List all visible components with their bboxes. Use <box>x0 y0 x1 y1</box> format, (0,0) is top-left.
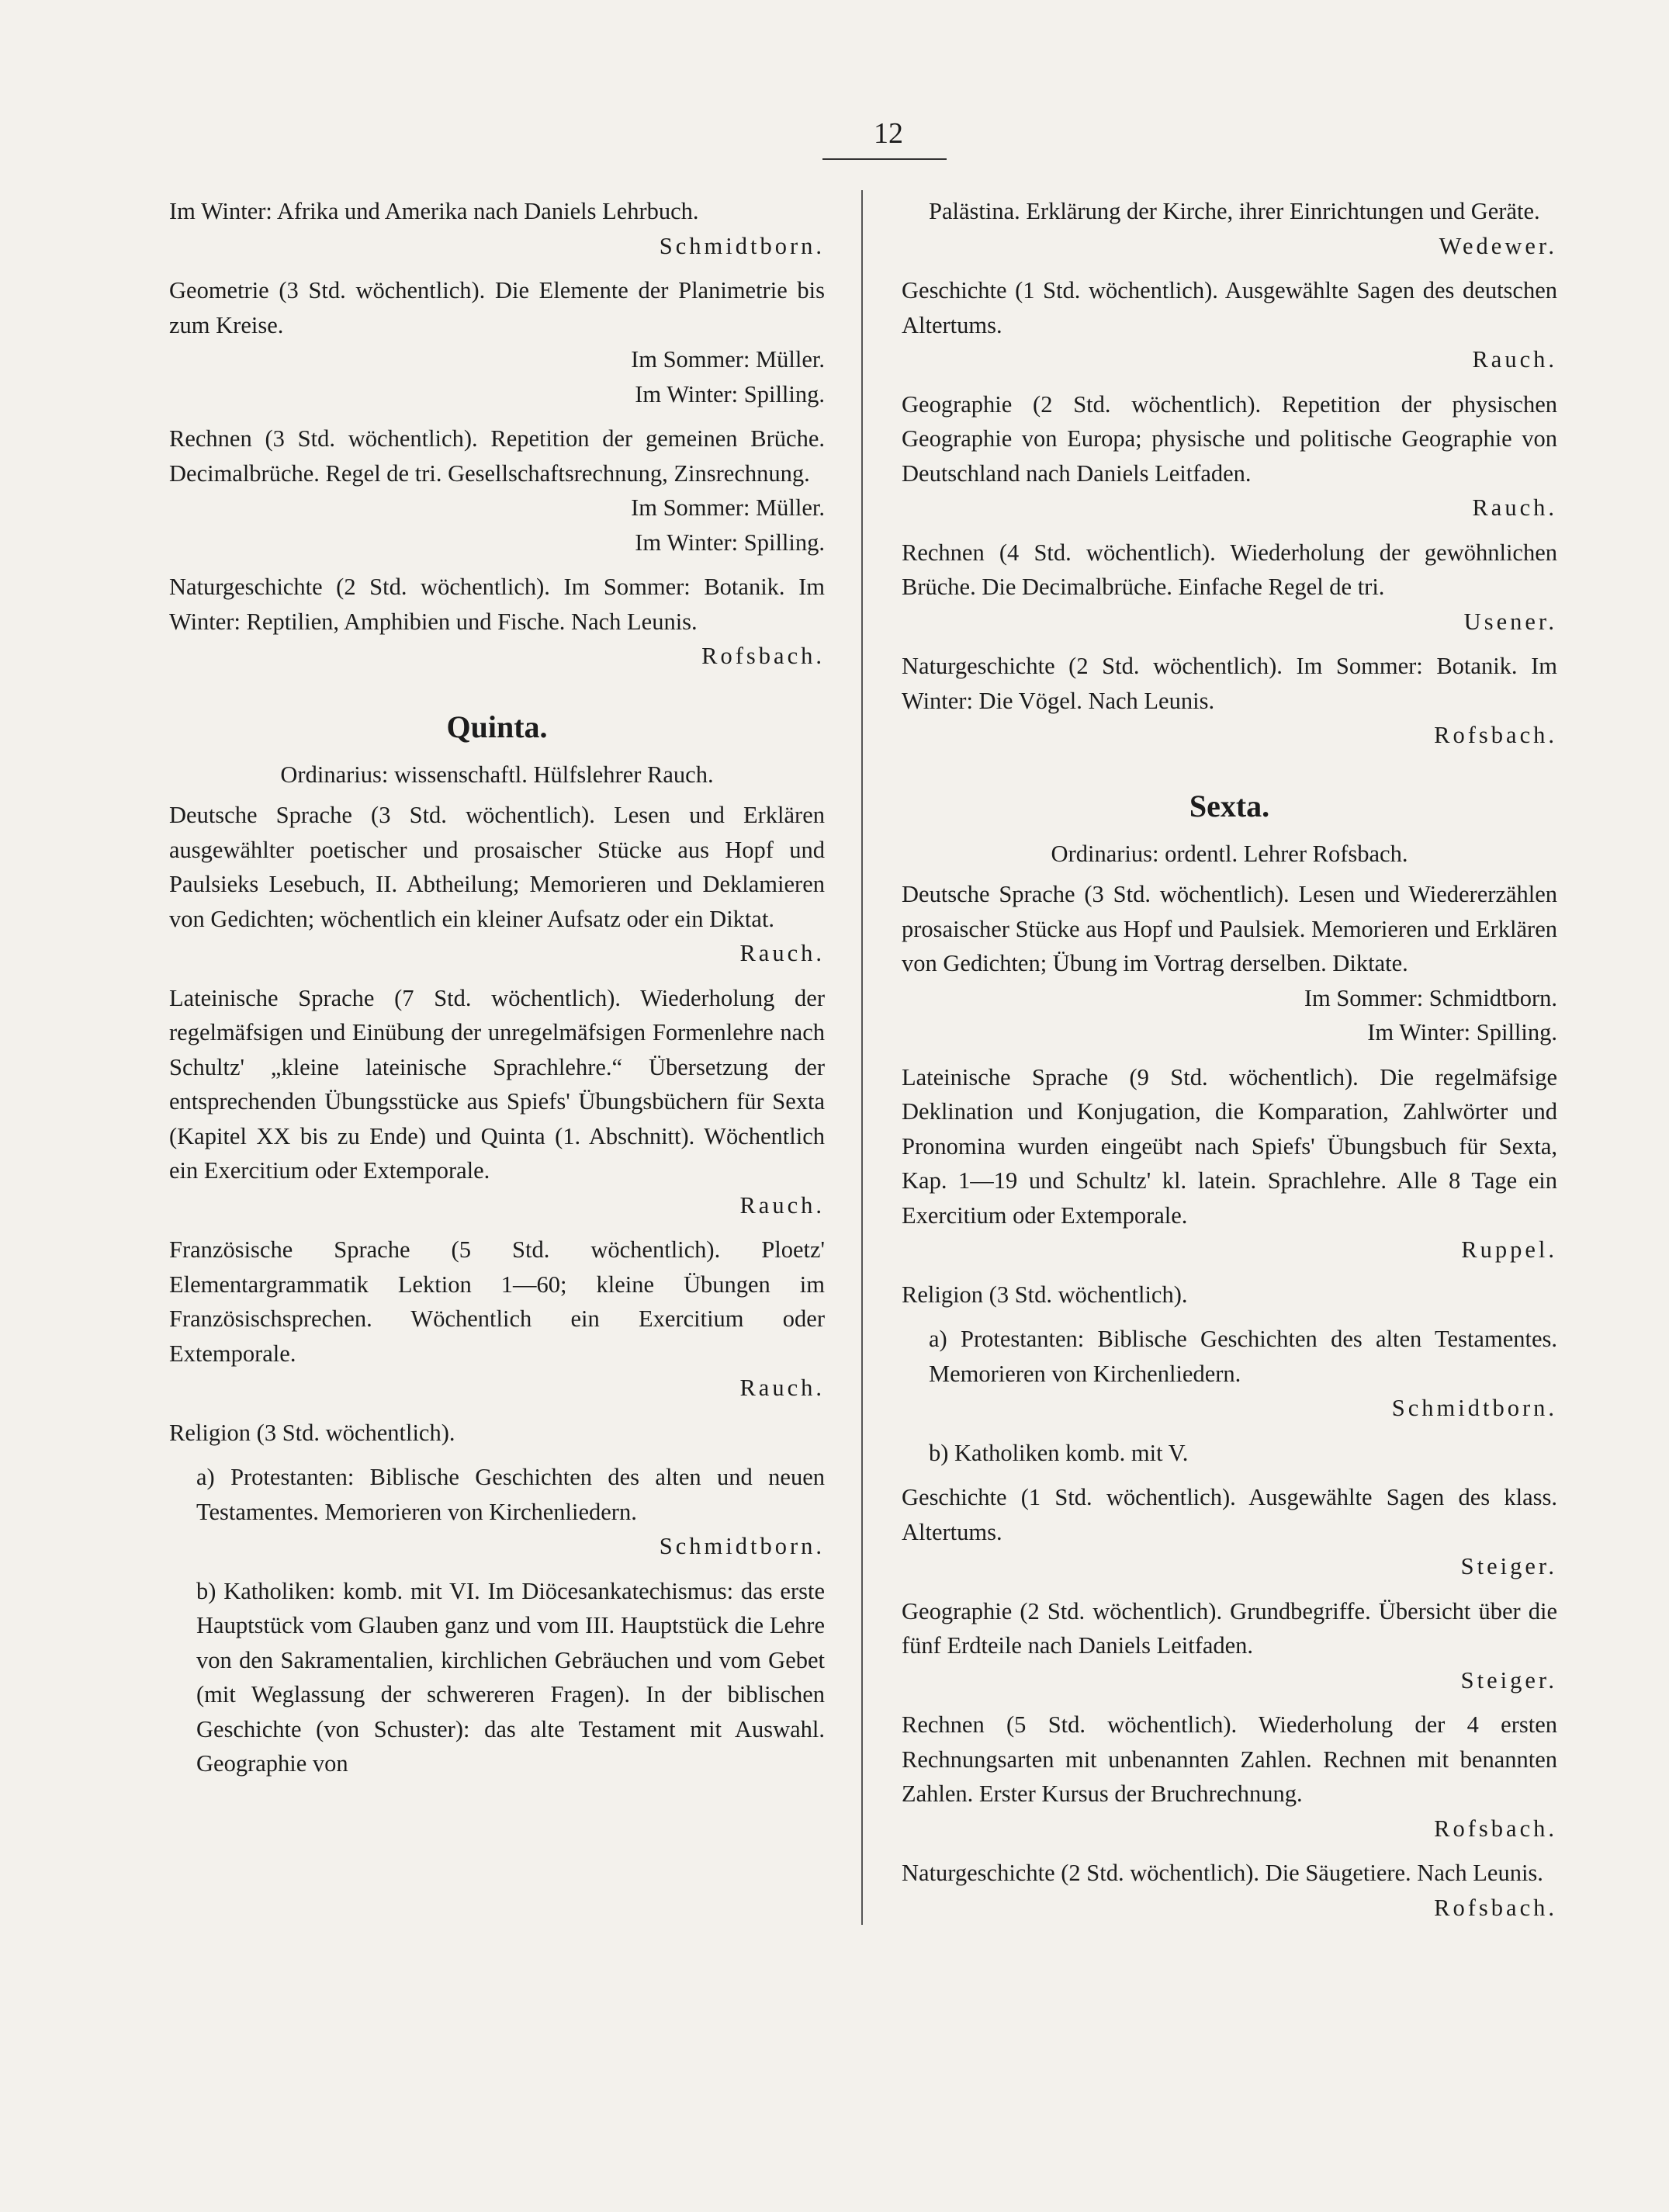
left-column <box>169 194 825 1791</box>
entry-text: Lateinische Sprache (7 Std. wöchentlich). Wiederholung der regelmäfsigen und Einübung der unregelmäfsigen Formenlehre nach Schultz' „kleine lateinische Sprachlehre.“ Übersetzung der entsprechenden Übungsstücke aus Spiefs' Übungsbüchern für Sexta (Kapitel XX bis zu Ende) und Quinta (1. Abschnitt). Wöchentlich ein Exercitium oder Extemporale. <box>169 984 825 1184</box>
entry-naturgeschichte <box>902 649 1557 753</box>
entry-geschichte <box>902 273 1557 377</box>
column-divider <box>861 190 863 1925</box>
teacher-name: Rauch. <box>1472 346 1557 373</box>
entry-deutsch <box>902 877 1557 1050</box>
entry-religion-protestanten <box>169 1460 825 1564</box>
section-heading-quinta: Quinta. <box>446 709 548 744</box>
entry-text: Lateinische Sprache (9 Std. wöchentlich). Die regelmäfsige Deklination und Konjugation, die Komparation, Zahlwörter und Pronomina wurden eingeübt nach Spiefs' Übungsbuch für Sexta, Kap. 1—19 und Schultz' kl. latein. Sprachlehre. Alle 8 Tage ein Exercitium oder Extemporale. <box>902 1063 1557 1229</box>
entry-text: b) Katholiken komb. mit V. <box>929 1439 1189 1466</box>
teacher-name: Rauch. <box>1472 494 1557 521</box>
teacher-name: Steiger. <box>1460 1553 1557 1579</box>
entry-text: Französische Sprache (5 Std. wöchentlich). Ploetz' Elementargrammatik Lektion 1—60; kleine Übungen im Französischsprechen. Wöchentlich ein Exercitium oder Extemporale. <box>169 1236 825 1367</box>
teacher-name: Rauch. <box>739 1375 825 1401</box>
teacher-name: Rofsbach. <box>1434 722 1557 748</box>
entry-religion <box>169 1416 825 1451</box>
entry-geographie <box>902 387 1557 525</box>
teacher-name: Ruppel. <box>1461 1236 1557 1263</box>
entry-text: Palästina. Erklärung der Kirche, ihrer Einrichtungen und Geräte. <box>929 198 1540 224</box>
teacher-summer: Im Sommer: Müller. <box>631 494 825 521</box>
teacher-name: Schmidtborn. <box>659 232 825 259</box>
teacher-name: Rofsbach. <box>1434 1894 1557 1921</box>
entry-text: Religion (3 Std. wöchentlich). <box>902 1281 1188 1308</box>
teacher-name: Usener. <box>1463 608 1557 635</box>
entry-text: Naturgeschichte (2 Std. wöchentlich). Im Sommer: Botanik. Im Winter: Die Vögel. Nach Leunis. <box>902 653 1557 714</box>
entry-text: Deutsche Sprache (3 Std. wöchentlich). Lesen und Wiedererzählen prosaischer Stücke aus Hopf und Paulsiek. Memorieren und Erklären von Gedichten; Übung im Vortrag derselben. Diktate. <box>902 881 1557 976</box>
entry-text: Geschichte (1 Std. wöchentlich). Ausgewählte Sagen des klass. Altertums. <box>902 1484 1557 1545</box>
entry-latein <box>169 981 825 1223</box>
entry-religion-katholiken <box>902 1436 1557 1471</box>
teacher-summer: Im Sommer: Müller. <box>631 346 825 373</box>
entry-text: Religion (3 Std. wöchentlich). <box>169 1419 455 1446</box>
teacher-name: Rofsbach. <box>1434 1815 1557 1842</box>
entry-erdkunde-winter <box>169 194 825 263</box>
entry-text: Geschichte (1 Std. wöchentlich). Ausgewählte Sagen des deutschen Altertums. <box>902 277 1557 338</box>
entry-naturgeschichte <box>169 570 825 674</box>
teacher-name: Rauch. <box>739 940 825 966</box>
entry-text: Im Winter: Afrika und Amerika nach Daniels Lehrbuch. <box>169 198 699 224</box>
teacher-name: Rofsbach. <box>701 643 825 669</box>
entry-naturgeschichte <box>902 1856 1557 1925</box>
entry-text: b) Katholiken: komb. mit VI. Im Diöcesankatechismus: das erste Hauptstück vom Glauben ganz und vom III. Hauptstück die Lehre von den Sakramentalien, kirchlichen Gebräuchen und vom Gebet (mit Weglassung der schwereren Fragen). In der biblischen Geschichte (von Schuster): das alte Testament mit Auswahl. Geographie von <box>196 1577 825 1777</box>
teacher-winter: Im Winter: Spilling. <box>635 380 825 407</box>
entry-geometrie <box>169 273 825 411</box>
entry-religion <box>902 1278 1557 1312</box>
teacher-name: Steiger. <box>1460 1666 1557 1694</box>
entry-palaestina <box>902 194 1557 263</box>
entry-text: Naturgeschichte (2 Std. wöchentlich). Die Säugetiere. Nach Leunis. <box>902 1860 1543 1886</box>
teacher-winter: Im Winter: Spilling. <box>635 529 825 556</box>
entry-deutsch <box>169 798 825 971</box>
entry-text: Rechnen (5 Std. wöchentlich). Wiederholung der 4 ersten Rechnungsarten mit unbenannten Zahlen. Rechnen mit benannten Zahlen. Erster Kursus der Bruchrechnung. <box>902 1711 1557 1807</box>
entry-rechnen <box>902 1708 1557 1846</box>
section-heading-sexta: Sexta. <box>1189 788 1270 823</box>
teacher-name: Schmidtborn. <box>659 1533 825 1559</box>
entry-religion-protestanten <box>902 1322 1557 1426</box>
entry-religion-katholiken <box>169 1574 825 1781</box>
entry-text: Naturgeschichte (2 Std. wöchentlich). Im Sommer: Botanik. Im Winter: Reptilien, Amphibien und Fische. Nach Leunis. <box>169 574 825 635</box>
entry-rechnen <box>902 536 1557 640</box>
entry-franzoesisch <box>169 1233 825 1406</box>
teacher-winter: Im Winter: Spilling. <box>1367 1019 1557 1045</box>
entry-latein <box>902 1060 1557 1267</box>
entry-geschichte <box>902 1480 1557 1584</box>
entry-text: Deutsche Sprache (3 Std. wöchentlich). Lesen und Erklären ausgewählter poetischer und prosaischer Stücke aus Hopf und Paulsieks Lesebuch, II. Abtheilung; Memorieren und Deklamieren von Gedichten; wöchentlich ein kleiner Aufsatz oder ein Diktat. <box>169 802 825 932</box>
entry-text: Rechnen (3 Std. wöchentlich). Repetition der gemeinen Brüche. Decimalbrüche. Regel de tri. Gesellschaftsrechnung, Zinsrechnung. <box>169 425 825 487</box>
page-number: 12 <box>874 117 903 150</box>
teacher-summer: Im Sommer: Schmidtborn. <box>1304 984 1557 1011</box>
entry-geographie <box>902 1594 1557 1698</box>
ordinarius-quinta: Ordinarius: wissenschaftl. Hülfslehrer Rauch. <box>280 761 714 788</box>
teacher-name: Schmidtborn. <box>1391 1395 1557 1421</box>
ordinarius-sexta: Ordinarius: ordentl. Lehrer Rofsbach. <box>1051 840 1408 867</box>
right-column <box>902 194 1557 1935</box>
entry-text: Geometrie (3 Std. wöchentlich). Die Elemente der Planimetrie bis zum Kreise. <box>169 277 825 338</box>
page-number-rule <box>822 158 947 160</box>
entry-text: Geographie (2 Std. wöchentlich). Grundbegriffe. Übersicht über die fünf Erdteile nach Daniels Leitfaden. <box>902 1597 1557 1659</box>
entry-text: Geographie (2 Std. wöchentlich). Repetition der physischen Geographie von Europa; physische und politische Geographie von Deutschland nach Daniels Leitfaden. <box>902 390 1557 487</box>
entry-text: Rechnen (4 Std. wöchentlich). Wiederholung der gewöhnlichen Brüche. Die Decimalbrüche. Einfache Regel de tri. <box>902 539 1557 600</box>
teacher-name: Wedewer. <box>1439 232 1557 259</box>
entry-rechnen <box>169 421 825 560</box>
entry-text: a) Protestanten: Biblische Geschichten des alten Testamentes. Memorieren von Kirchenliedern. <box>929 1326 1557 1387</box>
entry-text: a) Protestanten: Biblische Geschichten des alten und neuen Testamentes. Memorieren von Kirchenliedern. <box>196 1464 825 1525</box>
teacher-name: Rauch. <box>739 1191 825 1219</box>
